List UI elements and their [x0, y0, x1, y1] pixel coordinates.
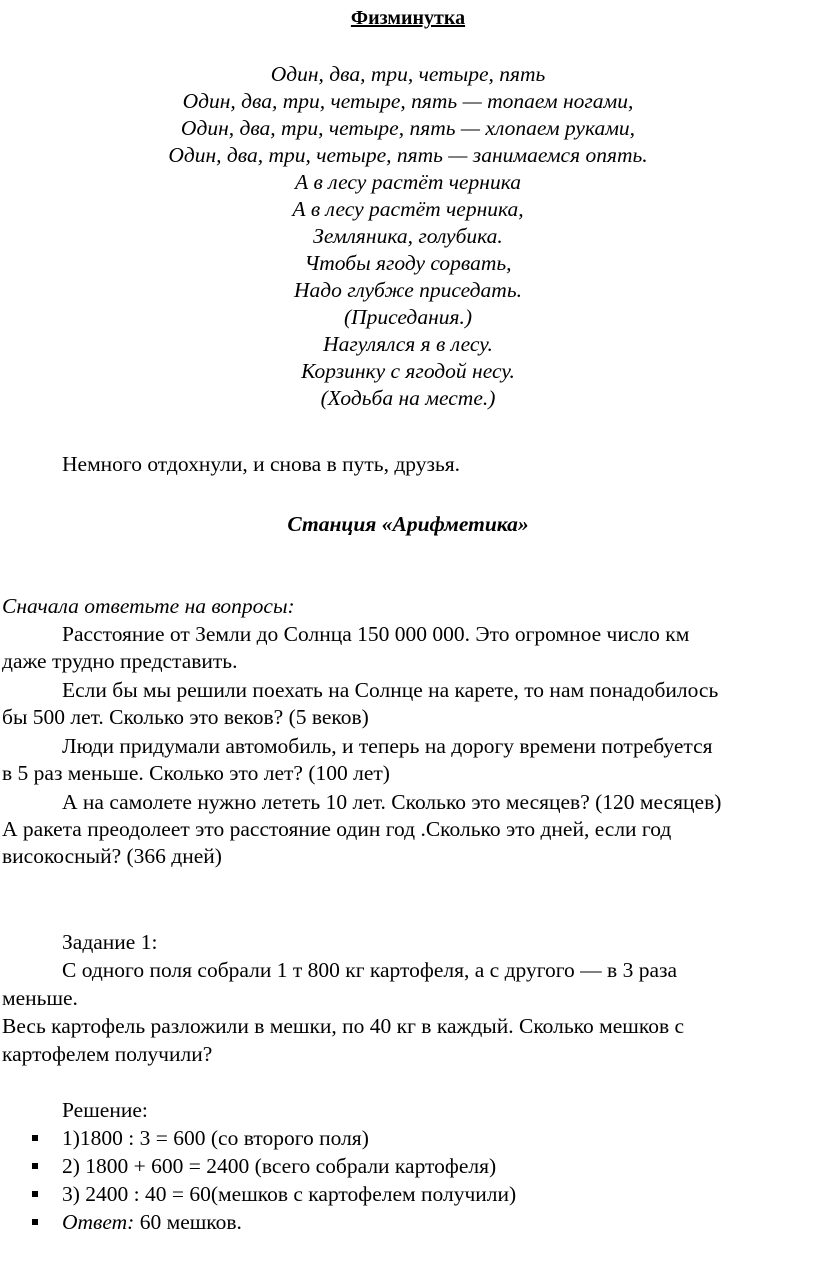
poem-line: А в лесу растёт черника [295, 170, 521, 194]
solution-step: 2) 1800 + 600 = 2400 (всего собрали картофеля) [62, 1154, 497, 1178]
solution-step: 3) 2400 : 40 = 60(мешков с картофелем получили) [62, 1182, 517, 1206]
poem-line: Один, два, три, четыре, пять — занимаемся опять. [168, 143, 648, 167]
solution-answer [62, 1208, 242, 1236]
question-line: високосный? (366 дней) [2, 844, 222, 868]
question-line: даже трудно представить. [2, 649, 238, 673]
task-line: меньше. [2, 986, 78, 1010]
rest-line: Немного отдохнули, и снова в путь, друзья. [62, 452, 461, 476]
question-line: А ракета преодолеет это расстояние один год .Сколько это дней, если год [2, 817, 672, 841]
bullet-icon [32, 1219, 38, 1225]
answer-label: Ответ: [62, 1210, 135, 1234]
poem-line: Один, два, три, четыре, пять — топаем ногами, [182, 89, 634, 113]
answer-value: 60 мешков. [134, 1210, 242, 1234]
question-line: бы 500 лет. Сколько это веков? (5 веков) [2, 705, 369, 729]
solution-step: 1)1800 : 3 = 600 (со второго поля) [62, 1126, 369, 1150]
poem-line: Нагулялся я в лесу. [323, 332, 493, 356]
question-line: Если бы мы решили поехать на Солнце на карете, то нам понадобилось [62, 678, 719, 702]
poem-line: А в лесу растёт черника, [292, 197, 524, 221]
questions-intro: Сначала ответьте на вопросы: [2, 594, 295, 618]
solution-heading: Решение: [62, 1098, 148, 1122]
question-line: Расстояние от Земли до Солнца 150 000 000. Это огромное число км [62, 622, 690, 646]
poem-line: Надо глубже приседать. [293, 278, 522, 302]
task-line: Весь картофель разложили в мешки, по 40 кг в каждый. Сколько мешков с [2, 1014, 685, 1038]
poem-line: Чтобы ягоду сорвать, [304, 251, 512, 275]
bullet-icon [32, 1191, 38, 1197]
page-title: Физминутка [350, 7, 466, 29]
task-line: картофелем получили? [2, 1042, 213, 1066]
question-line: А на самолете нужно лететь 10 лет. Сколько это месяцев? (120 месяцев) [62, 790, 722, 814]
task-line: С одного поля собрали 1 т 800 кг картофеля, а с другого — в 3 раза [62, 958, 678, 982]
poem-line: (Приседания.) [343, 305, 473, 329]
question-line: Люди придумали автомобиль, и теперь на дорогу времени потребуется [62, 734, 713, 758]
task-heading: Задание 1: [62, 930, 158, 954]
bullet-icon [32, 1135, 38, 1141]
poem-line: Корзинку с ягодой несу. [301, 359, 515, 383]
bullet-icon [32, 1163, 38, 1169]
station-title: Станция «Арифметика» [287, 512, 529, 536]
poem-line: Один, два, три, четыре, пять [270, 62, 546, 86]
question-line: в 5 раз меньше. Сколько это лет? (100 лет) [2, 761, 390, 785]
poem-line: Земляника, голубика. [313, 224, 503, 248]
poem-line: Один, два, три, четыре, пять — хлопаем руками, [180, 116, 636, 140]
poem-line: (Ходьба на месте.) [320, 386, 496, 410]
